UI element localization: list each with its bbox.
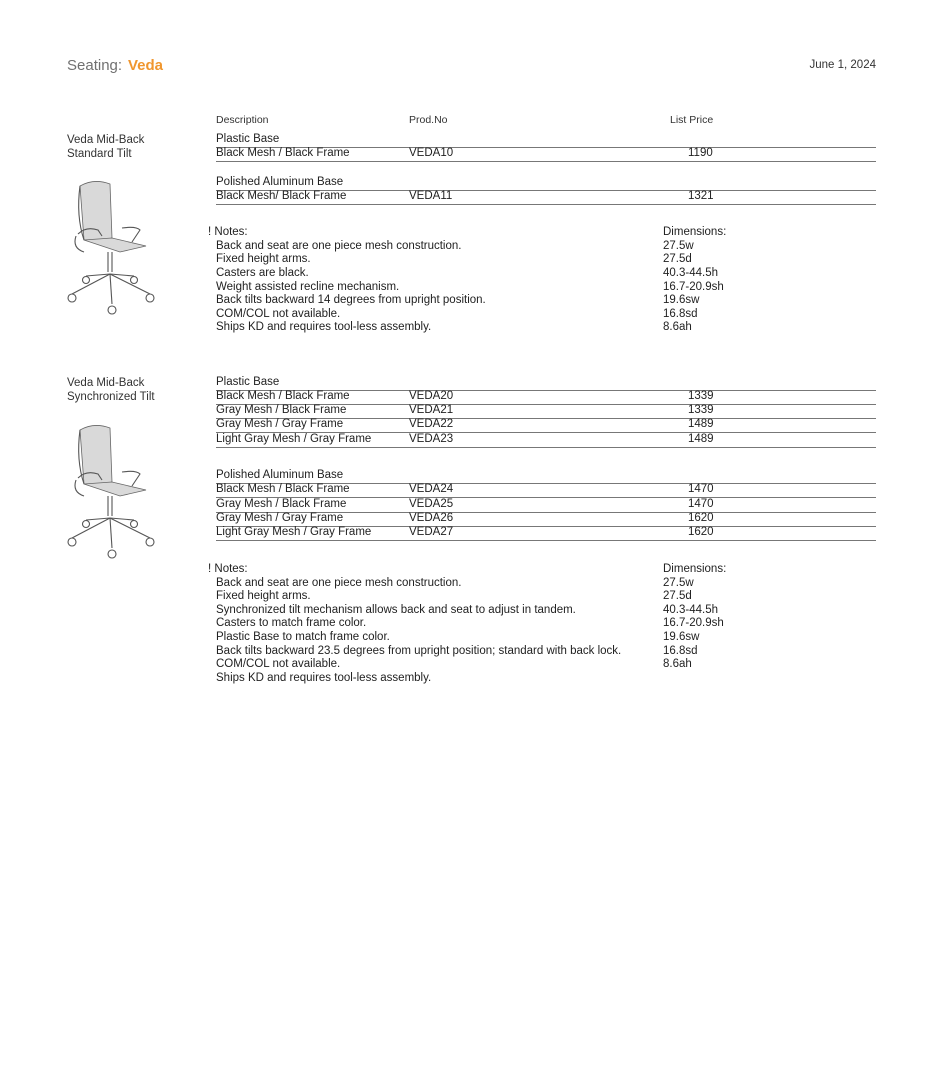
table-row: [216, 147, 876, 162]
note-line: Ships KD and requires tool-less assembly.: [216, 672, 432, 684]
note-line: Weight assisted recline mechanism.: [216, 281, 400, 293]
note-line: Fixed height arms.: [216, 253, 311, 265]
dimension-value: 16.8sd: [663, 645, 698, 657]
dimension-value: 27.5w: [663, 240, 694, 252]
dimension-value: 19.6sw: [663, 294, 700, 306]
note-line: Casters are black.: [216, 267, 309, 279]
base-group-label: Plastic Base: [216, 133, 280, 145]
dimensions-title: Dimensions:: [663, 563, 727, 575]
row-price: 1489: [688, 433, 714, 445]
table-row: [216, 190, 876, 205]
note-line: Back and seat are one piece mesh construction.: [216, 240, 462, 252]
dimension-value: 16.8sd: [663, 308, 698, 320]
page-category-label: Seating:: [67, 57, 123, 74]
row-description: Black Mesh / Black Frame: [216, 390, 350, 402]
row-price: 1620: [688, 512, 714, 524]
table-row: [216, 418, 876, 433]
notes-title: ! Notes:: [208, 563, 248, 575]
model-name-line2: Synchronized Tilt: [67, 391, 155, 403]
row-prod-no: VEDA24: [409, 483, 454, 495]
dimension-value: 27.5w: [663, 577, 694, 589]
note-line: COM/COL not available.: [216, 658, 341, 670]
column-header-list-price: List Price: [670, 114, 714, 126]
row-price: 1339: [688, 390, 714, 402]
row-prod-no: VEDA27: [409, 526, 454, 538]
table-row: [216, 390, 876, 405]
base-group-label: Polished Aluminum Base: [216, 176, 344, 188]
page-product-name: Veda: [128, 57, 164, 74]
note-line: Plastic Base to match frame color.: [216, 631, 390, 643]
model-name-line1: Veda Mid-Back: [67, 134, 145, 146]
dimension-value: 27.5d: [663, 253, 692, 265]
notes-title: ! Notes:: [208, 226, 248, 238]
row-description: Light Gray Mesh / Gray Frame: [216, 433, 372, 445]
base-group-header: [216, 176, 876, 191]
row-price: 1470: [688, 498, 714, 510]
table-row: [216, 498, 876, 513]
row-price: 1190: [688, 147, 713, 159]
note-line: Ships KD and requires tool-less assembly.: [216, 321, 432, 333]
note-line: Casters to match frame color.: [216, 617, 367, 629]
row-price: 1339: [688, 404, 714, 416]
base-group-label: Polished Aluminum Base: [216, 469, 344, 481]
dimension-value: 8.6ah: [663, 321, 692, 333]
row-description: Black Mesh/ Black Frame: [216, 190, 347, 202]
model-name-line2: Standard Tilt: [67, 148, 132, 160]
note-line: Back and seat are one piece mesh construction.: [216, 577, 462, 589]
note-line: Back tilts backward 14 degrees from upright position.: [216, 294, 486, 306]
row-price: 1470: [688, 483, 714, 495]
note-line: Back tilts backward 23.5 degrees from upright position; standard with back lock.: [216, 645, 622, 657]
row-prod-no: VEDA21: [409, 404, 454, 416]
base-group-label: Plastic Base: [216, 376, 280, 388]
column-header-prod-no: Prod.No: [409, 114, 448, 126]
note-line: Fixed height arms.: [216, 590, 311, 602]
dimension-value: 19.6sw: [663, 631, 700, 643]
row-description: Light Gray Mesh / Gray Frame: [216, 526, 372, 538]
dimensions-title: Dimensions:: [663, 226, 727, 238]
row-description: Gray Mesh / Gray Frame: [216, 418, 344, 430]
row-price: 1321: [688, 190, 714, 202]
note-line: Synchronized tilt mechanism allows back and seat to adjust in tandem.: [216, 604, 576, 616]
dimension-value: 16.7-20.9sh: [663, 617, 724, 629]
row-description: Black Mesh / Black Frame: [216, 147, 350, 159]
row-prod-no: VEDA26: [409, 512, 454, 524]
dimension-value: 27.5d: [663, 590, 692, 602]
row-description: Gray Mesh / Black Frame: [216, 498, 347, 510]
row-description: Gray Mesh / Gray Frame: [216, 512, 344, 524]
row-description: Gray Mesh / Black Frame: [216, 404, 347, 416]
row-price: 1620: [688, 526, 714, 538]
row-description: Black Mesh / Black Frame: [216, 483, 350, 495]
dimension-value: 40.3-44.5h: [663, 604, 718, 616]
row-prod-no: VEDA20: [409, 390, 454, 402]
base-group-header: [216, 376, 876, 391]
table-row: [216, 433, 876, 448]
column-header-description: Description: [216, 114, 269, 126]
row-prod-no: VEDA25: [409, 498, 454, 510]
dimension-value: 40.3-44.5h: [663, 267, 718, 279]
row-prod-no: VEDA10: [409, 147, 454, 159]
table-row: [216, 404, 876, 419]
row-prod-no: VEDA23: [409, 433, 454, 445]
table-row: [216, 526, 876, 541]
model-name-line1: Veda Mid-Back: [67, 377, 145, 389]
page-date: June 1, 2024: [809, 59, 876, 71]
table-row: [216, 512, 876, 527]
table-row: [216, 483, 876, 498]
base-group-header: [216, 469, 876, 484]
row-prod-no: VEDA11: [409, 190, 453, 202]
note-line: COM/COL not available.: [216, 308, 341, 320]
row-price: 1489: [688, 418, 714, 430]
base-group-header: [216, 133, 876, 148]
office-chair-icon: [62, 420, 162, 565]
dimension-value: 8.6ah: [663, 658, 692, 670]
office-chair-icon: [62, 176, 162, 321]
dimension-value: 16.7-20.9sh: [663, 281, 724, 293]
row-prod-no: VEDA22: [409, 418, 454, 430]
